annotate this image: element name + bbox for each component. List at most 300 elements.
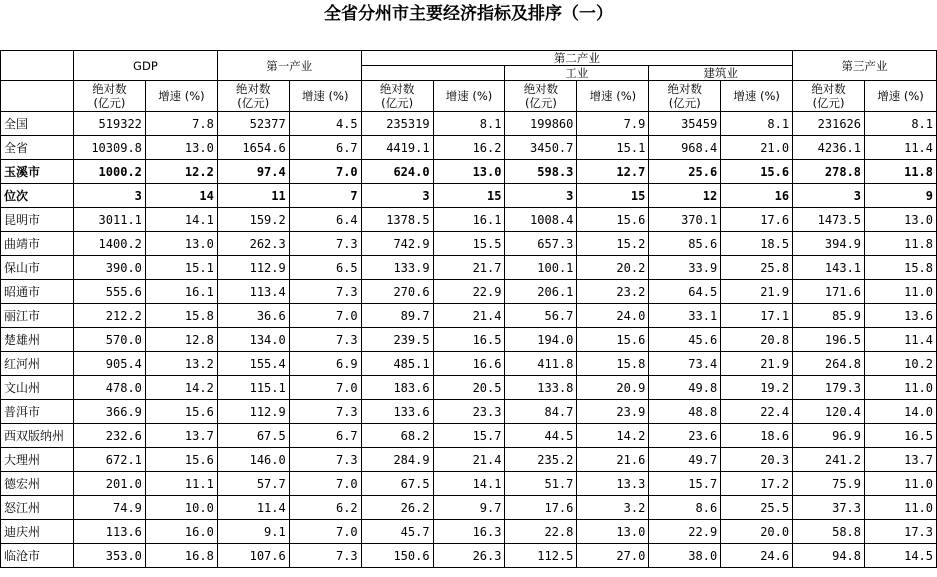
growth-rate-cell: 12.8 xyxy=(145,328,217,352)
absolute-value-cell: 11.4 xyxy=(217,496,289,520)
growth-rate-cell: 14.2 xyxy=(145,376,217,400)
growth-rate-cell: 7.0 xyxy=(289,376,361,400)
region-name-cell: 玉溪市 xyxy=(1,160,74,184)
absolute-value-cell: 555.6 xyxy=(73,280,145,304)
absolute-value-cell: 113.4 xyxy=(217,280,289,304)
absolute-value-cell: 107.6 xyxy=(217,544,289,568)
header-absolute-line1: 绝对数 xyxy=(379,82,415,96)
absolute-value-cell: 38.0 xyxy=(649,544,721,568)
subheader-row xyxy=(1,81,937,112)
growth-rate-cell: 21.7 xyxy=(433,256,505,280)
growth-rate-cell: 23.2 xyxy=(577,280,649,304)
absolute-value-cell: 235.2 xyxy=(505,448,577,472)
absolute-value-cell: 23.6 xyxy=(649,424,721,448)
header-secondary-blank xyxy=(361,66,505,81)
table-row xyxy=(1,496,937,520)
region-name-cell: 位次 xyxy=(1,184,74,208)
growth-rate-cell: 14.5 xyxy=(865,544,937,568)
growth-rate-cell: 12.7 xyxy=(577,160,649,184)
absolute-value-cell: 278.8 xyxy=(793,160,865,184)
absolute-value-cell: 35459 xyxy=(649,112,721,136)
growth-rate-cell: 27.0 xyxy=(577,544,649,568)
absolute-value-cell: 4419.1 xyxy=(361,136,433,160)
growth-rate-cell: 6.9 xyxy=(289,352,361,376)
absolute-value-cell: 85.9 xyxy=(793,304,865,328)
absolute-value-cell: 73.4 xyxy=(649,352,721,376)
header-growth-rate: 增速 (%) xyxy=(721,81,793,112)
growth-rate-cell: 25.8 xyxy=(721,256,793,280)
absolute-value-cell: 57.7 xyxy=(217,472,289,496)
growth-rate-cell: 15.8 xyxy=(865,256,937,280)
absolute-value-cell: 56.7 xyxy=(505,304,577,328)
growth-rate-cell: 14.2 xyxy=(577,424,649,448)
absolute-value-cell: 150.6 xyxy=(361,544,433,568)
region-name-cell: 全省 xyxy=(1,136,74,160)
absolute-value-cell: 262.3 xyxy=(217,232,289,256)
absolute-value-cell: 742.9 xyxy=(361,232,433,256)
table-row xyxy=(1,112,937,136)
growth-rate-cell: 6.5 xyxy=(289,256,361,280)
table-row xyxy=(1,352,937,376)
region-name-cell: 普洱市 xyxy=(1,400,74,424)
absolute-value-cell: 22.9 xyxy=(649,520,721,544)
growth-rate-cell: 14 xyxy=(145,184,217,208)
growth-rate-cell: 15.6 xyxy=(577,328,649,352)
growth-rate-cell: 16 xyxy=(721,184,793,208)
region-name-cell: 曲靖市 xyxy=(1,232,74,256)
growth-rate-cell: 14.0 xyxy=(865,400,937,424)
growth-rate-cell: 24.0 xyxy=(577,304,649,328)
absolute-value-cell: 120.4 xyxy=(793,400,865,424)
absolute-value-cell: 1473.5 xyxy=(793,208,865,232)
growth-rate-cell: 15.1 xyxy=(577,136,649,160)
absolute-value-cell: 49.8 xyxy=(649,376,721,400)
growth-rate-cell: 22.4 xyxy=(721,400,793,424)
growth-rate-cell: 7.8 xyxy=(145,112,217,136)
growth-rate-cell: 11.0 xyxy=(865,472,937,496)
header-region-blank xyxy=(1,81,74,112)
region-name-cell: 昭通市 xyxy=(1,280,74,304)
header-absolute-line2: (亿元) xyxy=(381,96,414,110)
table-row xyxy=(1,160,937,184)
growth-rate-cell: 9 xyxy=(865,184,937,208)
header-absolute-value xyxy=(73,81,145,112)
absolute-value-cell: 100.1 xyxy=(505,256,577,280)
growth-rate-cell: 20.2 xyxy=(577,256,649,280)
header-absolute-line1: 绝对数 xyxy=(236,82,271,96)
absolute-value-cell: 905.4 xyxy=(73,352,145,376)
growth-rate-cell: 9.7 xyxy=(433,496,505,520)
absolute-value-cell: 58.8 xyxy=(793,520,865,544)
absolute-value-cell: 519322 xyxy=(73,112,145,136)
absolute-value-cell: 231626 xyxy=(793,112,865,136)
growth-rate-cell: 11.0 xyxy=(865,496,937,520)
absolute-value-cell: 33.9 xyxy=(649,256,721,280)
absolute-value-cell: 10309.8 xyxy=(73,136,145,160)
absolute-value-cell: 624.0 xyxy=(361,160,433,184)
absolute-value-cell: 3011.1 xyxy=(73,208,145,232)
growth-rate-cell: 13.7 xyxy=(865,448,937,472)
growth-rate-cell: 6.7 xyxy=(289,424,361,448)
growth-rate-cell: 7.3 xyxy=(289,400,361,424)
growth-rate-cell: 13.0 xyxy=(145,232,217,256)
absolute-value-cell: 51.7 xyxy=(505,472,577,496)
absolute-value-cell: 206.1 xyxy=(505,280,577,304)
absolute-value-cell: 968.4 xyxy=(649,136,721,160)
growth-rate-cell: 20.8 xyxy=(721,328,793,352)
region-name-cell: 楚雄州 xyxy=(1,328,74,352)
absolute-value-cell: 134.0 xyxy=(217,328,289,352)
growth-rate-cell: 14.1 xyxy=(433,472,505,496)
absolute-value-cell: 201.0 xyxy=(73,472,145,496)
absolute-value-cell: 598.3 xyxy=(505,160,577,184)
absolute-value-cell: 1378.5 xyxy=(361,208,433,232)
header-absolute-line2: (亿元) xyxy=(668,96,701,110)
growth-rate-cell: 13.0 xyxy=(145,136,217,160)
absolute-value-cell: 112.9 xyxy=(217,400,289,424)
growth-rate-cell: 6.7 xyxy=(289,136,361,160)
region-name-cell: 临沧市 xyxy=(1,544,74,568)
absolute-value-cell: 411.8 xyxy=(505,352,577,376)
growth-rate-cell: 17.2 xyxy=(721,472,793,496)
absolute-value-cell: 478.0 xyxy=(73,376,145,400)
absolute-value-cell: 75.9 xyxy=(793,472,865,496)
absolute-value-cell: 15.7 xyxy=(649,472,721,496)
region-name-cell: 全国 xyxy=(1,112,74,136)
absolute-value-cell: 94.8 xyxy=(793,544,865,568)
growth-rate-cell: 20.9 xyxy=(577,376,649,400)
growth-rate-cell: 14.1 xyxy=(145,208,217,232)
page-title: 全省分州市主要经济指标及排序（一） xyxy=(324,4,613,24)
growth-rate-cell: 8.1 xyxy=(721,112,793,136)
table-row xyxy=(1,472,937,496)
growth-rate-cell: 18.6 xyxy=(721,424,793,448)
absolute-value-cell: 155.4 xyxy=(217,352,289,376)
growth-rate-cell: 16.1 xyxy=(433,208,505,232)
header-industry: 工业 xyxy=(505,66,649,81)
table-row xyxy=(1,304,937,328)
table-row xyxy=(1,328,937,352)
growth-rate-cell: 13.0 xyxy=(865,208,937,232)
absolute-value-cell: 48.8 xyxy=(649,400,721,424)
absolute-value-cell: 264.8 xyxy=(793,352,865,376)
absolute-value-cell: 196.5 xyxy=(793,328,865,352)
growth-rate-cell: 6.2 xyxy=(289,496,361,520)
absolute-value-cell: 22.8 xyxy=(505,520,577,544)
absolute-value-cell: 11 xyxy=(217,184,289,208)
table-row xyxy=(1,280,937,304)
growth-rate-cell: 21.9 xyxy=(721,280,793,304)
absolute-value-cell: 84.7 xyxy=(505,400,577,424)
absolute-value-cell: 284.9 xyxy=(361,448,433,472)
header-growth-rate: 增速 (%) xyxy=(865,81,937,112)
absolute-value-cell: 1000.2 xyxy=(73,160,145,184)
growth-rate-cell: 7.3 xyxy=(289,328,361,352)
growth-rate-cell: 11.4 xyxy=(865,136,937,160)
absolute-value-cell: 3450.7 xyxy=(505,136,577,160)
growth-rate-cell: 7.3 xyxy=(289,448,361,472)
absolute-value-cell: 570.0 xyxy=(73,328,145,352)
growth-rate-cell: 15.6 xyxy=(145,448,217,472)
absolute-value-cell: 64.5 xyxy=(649,280,721,304)
absolute-value-cell: 672.1 xyxy=(73,448,145,472)
table-row xyxy=(1,232,937,256)
header-growth-rate: 增速 (%) xyxy=(433,81,505,112)
growth-rate-cell: 15.7 xyxy=(433,424,505,448)
region-name-cell: 西双版纳州 xyxy=(1,424,74,448)
header-growth-rate: 增速 (%) xyxy=(289,81,361,112)
growth-rate-cell: 11.8 xyxy=(865,232,937,256)
header-absolute-line1: 绝对数 xyxy=(523,82,559,96)
growth-rate-cell: 21.4 xyxy=(433,448,505,472)
header-tertiary: 第三产业 xyxy=(793,51,937,81)
growth-rate-cell: 7 xyxy=(289,184,361,208)
growth-rate-cell: 7.3 xyxy=(289,544,361,568)
growth-rate-cell: 24.6 xyxy=(721,544,793,568)
absolute-value-cell: 17.6 xyxy=(505,496,577,520)
header-absolute-value xyxy=(505,81,577,112)
growth-rate-cell: 15.2 xyxy=(577,232,649,256)
absolute-value-cell: 67.5 xyxy=(217,424,289,448)
growth-rate-cell: 11.1 xyxy=(145,472,217,496)
growth-rate-cell: 15.6 xyxy=(145,400,217,424)
growth-rate-cell: 22.9 xyxy=(433,280,505,304)
table-row xyxy=(1,208,937,232)
growth-rate-cell: 20.5 xyxy=(433,376,505,400)
absolute-value-cell: 232.6 xyxy=(73,424,145,448)
growth-rate-cell: 13.0 xyxy=(577,520,649,544)
absolute-value-cell: 37.3 xyxy=(793,496,865,520)
absolute-value-cell: 45.7 xyxy=(361,520,433,544)
table-row xyxy=(1,424,937,448)
table-row xyxy=(1,256,937,280)
header-absolute-value xyxy=(361,81,433,112)
growth-rate-cell: 6.4 xyxy=(289,208,361,232)
table-row xyxy=(1,376,937,400)
absolute-value-cell: 89.7 xyxy=(361,304,433,328)
absolute-value-cell: 45.6 xyxy=(649,328,721,352)
table-row xyxy=(1,400,937,424)
growth-rate-cell: 11.0 xyxy=(865,280,937,304)
growth-rate-cell: 21.4 xyxy=(433,304,505,328)
absolute-value-cell: 390.0 xyxy=(73,256,145,280)
absolute-value-cell: 199860 xyxy=(505,112,577,136)
absolute-value-cell: 241.2 xyxy=(793,448,865,472)
region-name-cell: 丽江市 xyxy=(1,304,74,328)
growth-rate-cell: 8.1 xyxy=(865,112,937,136)
growth-rate-cell: 16.5 xyxy=(865,424,937,448)
header-absolute-value xyxy=(217,81,289,112)
region-name-cell: 文山州 xyxy=(1,376,74,400)
growth-rate-cell: 3.2 xyxy=(577,496,649,520)
growth-rate-cell: 25.5 xyxy=(721,496,793,520)
growth-rate-cell: 7.9 xyxy=(577,112,649,136)
growth-rate-cell: 15 xyxy=(433,184,505,208)
growth-rate-cell: 13.7 xyxy=(145,424,217,448)
growth-rate-cell: 15.6 xyxy=(721,160,793,184)
growth-rate-cell: 17.6 xyxy=(721,208,793,232)
absolute-value-cell: 96.9 xyxy=(793,424,865,448)
growth-rate-cell: 21.9 xyxy=(721,352,793,376)
absolute-value-cell: 485.1 xyxy=(361,352,433,376)
growth-rate-cell: 20.3 xyxy=(721,448,793,472)
absolute-value-cell: 146.0 xyxy=(217,448,289,472)
growth-rate-cell: 8.1 xyxy=(433,112,505,136)
growth-rate-cell: 16.3 xyxy=(433,520,505,544)
growth-rate-cell: 16.8 xyxy=(145,544,217,568)
growth-rate-cell: 26.3 xyxy=(433,544,505,568)
growth-rate-cell: 17.1 xyxy=(721,304,793,328)
absolute-value-cell: 4236.1 xyxy=(793,136,865,160)
header-absolute-value xyxy=(649,81,721,112)
absolute-value-cell: 74.9 xyxy=(73,496,145,520)
header-primary: 第一产业 xyxy=(217,51,361,81)
header-absolute-line2: (亿元) xyxy=(812,96,845,110)
growth-rate-cell: 15.5 xyxy=(433,232,505,256)
absolute-value-cell: 1400.2 xyxy=(73,232,145,256)
absolute-value-cell: 112.9 xyxy=(217,256,289,280)
absolute-value-cell: 239.5 xyxy=(361,328,433,352)
growth-rate-cell: 15.6 xyxy=(577,208,649,232)
absolute-value-cell: 3 xyxy=(73,184,145,208)
growth-rate-cell: 7.3 xyxy=(289,232,361,256)
growth-rate-cell: 13.0 xyxy=(433,160,505,184)
growth-rate-cell: 15 xyxy=(577,184,649,208)
absolute-value-cell: 8.6 xyxy=(649,496,721,520)
growth-rate-cell: 23.9 xyxy=(577,400,649,424)
absolute-value-cell: 112.5 xyxy=(505,544,577,568)
header-growth-rate: 增速 (%) xyxy=(577,81,649,112)
growth-rate-cell: 12.2 xyxy=(145,160,217,184)
absolute-value-cell: 133.8 xyxy=(505,376,577,400)
economic-indicators-table xyxy=(0,50,937,568)
growth-rate-cell: 4.5 xyxy=(289,112,361,136)
region-name-cell: 保山市 xyxy=(1,256,74,280)
absolute-value-cell: 657.3 xyxy=(505,232,577,256)
region-name-cell: 红河州 xyxy=(1,352,74,376)
corner-cell xyxy=(1,51,74,81)
growth-rate-cell: 15.8 xyxy=(577,352,649,376)
header-absolute-line1: 绝对数 xyxy=(667,82,702,96)
growth-rate-cell: 16.1 xyxy=(145,280,217,304)
absolute-value-cell: 85.6 xyxy=(649,232,721,256)
absolute-value-cell: 49.7 xyxy=(649,448,721,472)
header-construction: 建筑业 xyxy=(649,66,793,81)
region-name-cell: 迪庆州 xyxy=(1,520,74,544)
growth-rate-cell: 10.0 xyxy=(145,496,217,520)
table-row xyxy=(1,136,937,160)
table-row xyxy=(1,520,937,544)
absolute-value-cell: 67.5 xyxy=(361,472,433,496)
growth-rate-cell: 18.5 xyxy=(721,232,793,256)
region-name-cell: 怒江州 xyxy=(1,496,74,520)
growth-rate-cell: 16.6 xyxy=(433,352,505,376)
absolute-value-cell: 115.1 xyxy=(217,376,289,400)
absolute-value-cell: 394.9 xyxy=(793,232,865,256)
growth-rate-cell: 16.2 xyxy=(433,136,505,160)
absolute-value-cell: 183.6 xyxy=(361,376,433,400)
region-name-cell: 德宏州 xyxy=(1,472,74,496)
growth-rate-cell: 7.0 xyxy=(289,160,361,184)
absolute-value-cell: 270.6 xyxy=(361,280,433,304)
growth-rate-cell: 23.3 xyxy=(433,400,505,424)
absolute-value-cell: 143.1 xyxy=(793,256,865,280)
absolute-value-cell: 159.2 xyxy=(217,208,289,232)
absolute-value-cell: 9.1 xyxy=(217,520,289,544)
absolute-value-cell: 97.4 xyxy=(217,160,289,184)
table-row xyxy=(1,184,937,208)
blank-row xyxy=(0,28,937,50)
growth-rate-cell: 11.0 xyxy=(865,376,937,400)
header-gdp: GDP xyxy=(73,51,217,81)
growth-rate-cell: 15.1 xyxy=(145,256,217,280)
absolute-value-cell: 235319 xyxy=(361,112,433,136)
growth-rate-cell: 13.3 xyxy=(577,472,649,496)
absolute-value-cell: 113.6 xyxy=(73,520,145,544)
header-growth-rate: 增速 (%) xyxy=(145,81,217,112)
absolute-value-cell: 1654.6 xyxy=(217,136,289,160)
growth-rate-cell: 13.2 xyxy=(145,352,217,376)
growth-rate-cell: 11.8 xyxy=(865,160,937,184)
absolute-value-cell: 1008.4 xyxy=(505,208,577,232)
growth-rate-cell: 20.0 xyxy=(721,520,793,544)
absolute-value-cell: 52377 xyxy=(217,112,289,136)
absolute-value-cell: 12 xyxy=(649,184,721,208)
growth-rate-cell: 7.0 xyxy=(289,472,361,496)
absolute-value-cell: 3 xyxy=(793,184,865,208)
absolute-value-cell: 36.6 xyxy=(217,304,289,328)
absolute-value-cell: 353.0 xyxy=(73,544,145,568)
growth-rate-cell: 16.0 xyxy=(145,520,217,544)
header-absolute-line1: 绝对数 xyxy=(92,82,127,96)
growth-rate-cell: 7.3 xyxy=(289,280,361,304)
absolute-value-cell: 3 xyxy=(505,184,577,208)
growth-rate-cell: 21.6 xyxy=(577,448,649,472)
absolute-value-cell: 370.1 xyxy=(649,208,721,232)
header-absolute-line1: 绝对数 xyxy=(811,82,846,96)
growth-rate-cell: 16.5 xyxy=(433,328,505,352)
growth-rate-cell: 7.0 xyxy=(289,304,361,328)
absolute-value-cell: 3 xyxy=(361,184,433,208)
growth-rate-cell: 10.2 xyxy=(865,352,937,376)
absolute-value-cell: 194.0 xyxy=(505,328,577,352)
absolute-value-cell: 133.9 xyxy=(361,256,433,280)
header-absolute-line2: (亿元) xyxy=(237,96,270,110)
table-row xyxy=(1,544,937,568)
header-absolute-line2: (亿元) xyxy=(524,96,557,110)
absolute-value-cell: 212.2 xyxy=(73,304,145,328)
table-row xyxy=(1,448,937,472)
growth-rate-cell: 11.4 xyxy=(865,328,937,352)
absolute-value-cell: 133.6 xyxy=(361,400,433,424)
growth-rate-cell: 15.8 xyxy=(145,304,217,328)
absolute-value-cell: 33.1 xyxy=(649,304,721,328)
absolute-value-cell: 26.2 xyxy=(361,496,433,520)
growth-rate-cell: 21.0 xyxy=(721,136,793,160)
absolute-value-cell: 171.6 xyxy=(793,280,865,304)
absolute-value-cell: 44.5 xyxy=(505,424,577,448)
region-name-cell: 大理州 xyxy=(1,448,74,472)
absolute-value-cell: 179.3 xyxy=(793,376,865,400)
growth-rate-cell: 13.6 xyxy=(865,304,937,328)
growth-rate-cell: 17.3 xyxy=(865,520,937,544)
header-absolute-line2: (亿元) xyxy=(93,96,126,110)
header-secondary: 第二产业 xyxy=(361,51,792,66)
absolute-value-cell: 25.6 xyxy=(649,160,721,184)
header-absolute-value xyxy=(793,81,865,112)
growth-rate-cell: 7.0 xyxy=(289,520,361,544)
region-name-cell: 昆明市 xyxy=(1,208,74,232)
